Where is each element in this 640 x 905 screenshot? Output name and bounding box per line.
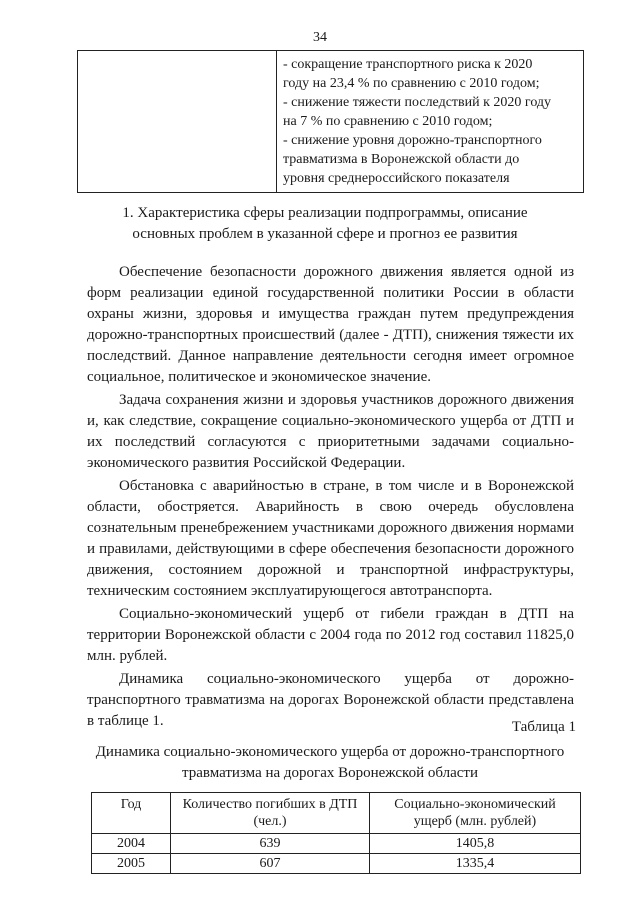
cell-damage: 1405,8 [370, 834, 581, 854]
paragraph: Задача сохранения жизни и здоровья участников дорожного движения и, как следствие, сокращение социально-экономического ущерба от ДТП и их последствий согласуются с приоритетными задачами социально-экономического развития Российской Федерации. [87, 392, 574, 471]
column-header-year: Год [92, 793, 171, 834]
paragraph: Обеспечение безопасности дорожного движения является одной из форм реализации единой государственной политики России в области охраны жизни, здоровья и имущества граждан путем предупреждения дорожно-транспортных происшествий (далее - ДТП), снижения тяжести их последствий. Данное направление деятельности сегодня имеет огромное социальное, политическое и экономическое значение. [87, 264, 574, 385]
paragraph: Социально-экономический ущерб от гибели граждан в ДТП на территории Воронежской области с 2004 года по 2012 год составил 11825,0 млн. рублей. [87, 606, 574, 664]
cell-deaths: 639 [171, 834, 370, 854]
top-box-line: на 7 % по сравнению с 2010 годом; [283, 114, 493, 129]
continuation-table-text-cell [277, 51, 584, 193]
column-header-damage: Социально-экономический ущерб (млн. рублей) [370, 793, 581, 834]
table-label: Таблица 1 [511, 719, 576, 735]
section-heading: 1. Характеристика сферы реализации подпрограммы, описание основных проблем в указанной сфере и прогноз ее развития [122, 205, 528, 242]
top-box-line: - сокращение транспортного риска к 2020 [283, 57, 533, 72]
cell-year: 2005 [92, 854, 171, 874]
top-box-line: уровня среднероссийского показателя [283, 171, 510, 186]
page-number: 34 [313, 30, 327, 45]
column-header-deaths: Количество погибших в ДТП (чел.) [171, 793, 370, 834]
table-row [92, 854, 581, 874]
cell-year: 2004 [92, 834, 171, 854]
top-box-line: году на 23,4 % по сравнению с 2010 годом; [283, 76, 540, 91]
cell-deaths: 607 [171, 854, 370, 874]
continuation-table-empty-cell [78, 51, 277, 193]
top-box-line: - снижение тяжести последствий к 2020 году [283, 95, 552, 110]
paragraph: Динамика социально-экономического ущерба от дорожно-транспортного травматизма на дорогах Воронежской области представлена в таблице 1. [87, 671, 574, 729]
cell-damage: 1335,4 [370, 854, 581, 874]
top-box-line: - снижение уровня дорожно-транспортного [283, 133, 542, 148]
continuation-table [77, 50, 584, 193]
body-text [87, 262, 574, 734]
paragraph: Обстановка с аварийностью в стране, в том числе и в Воронежской области, обостряется. Аварийность в свою очередь обусловлена сознательным пренебрежением участниками дорожного движения нормами и правилами, действующими в сфере обеспечения безопасности дорожного движения, состоянием дорожной и транспортной инфраструктуры, техническим состоянием эксплуатирующегося автотранспорта. [87, 478, 574, 599]
top-box-line: травматизма в Воронежской области до [283, 152, 520, 167]
table-caption: Динамика социально-экономического ущерба от дорожно-транспортного травматизма на дорогах Воронежской области [95, 744, 565, 781]
damage-table [91, 792, 581, 874]
table-row [92, 834, 581, 854]
